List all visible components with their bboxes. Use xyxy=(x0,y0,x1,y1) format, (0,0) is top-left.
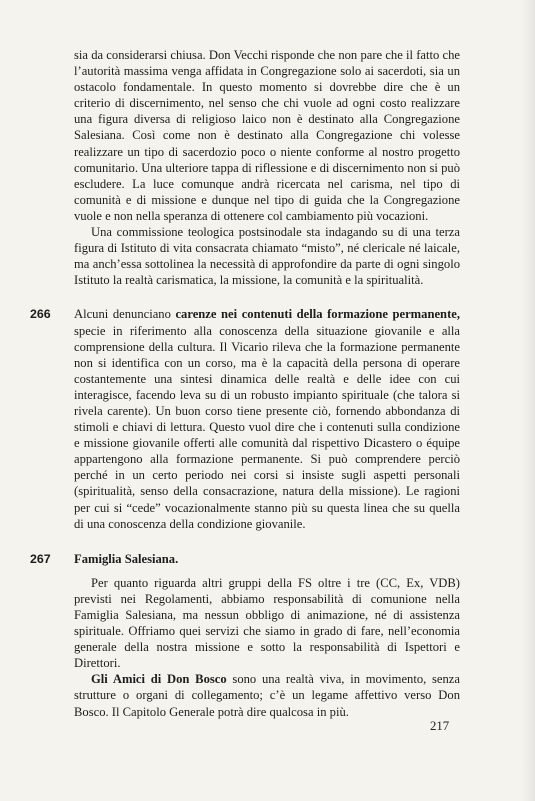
section-266-bold-phrase: carenze nei contenuti della formazione permanente, xyxy=(175,307,460,322)
paragraph-number: 266 xyxy=(30,307,51,322)
commission-paragraph: Una commissione teologica postsinodale sta indagando su di una terza figura di Istituto di vita consacrata chiamato “misto”, né clericale né laicale, ma anch’essa sottolinea la necessità di approfondire da parte di ogni singolo Istituto la realtà carismatica, la missione, la comunità e la spiritualità. xyxy=(74,225,460,288)
continuation-paragraph: sia da considerarsi chiusa. Don Vecchi risponde che non pare che il fatto che l’autorità massima venga affidata in Congregazione solo ai sacerdoti, sia un ostacolo fondamentale. In questo momento si dovrebbe dire che è un criterio di discernimento, nel senso che chi vuole ad ogni costo realizzare una figura diversa di religioso laico non è destinato alla Congregazione Salesiana. Così come non è destinato alla Congregazione chi volesse realizzare un tipo di sacerdozio poco o niente conforme al nostro progetto comunitario. Una ulteriore tappa di riflessione e di discernimento non si può escludere. La luce comunque andrà ricercata nel carisma, nel tipo di comunità e di missione e dunque nel tipo di guida che la Congregazione vuole e non nella speranza di ottenere col cambiamento più vocazioni. xyxy=(74,48,460,223)
page-number: 217 xyxy=(430,719,450,733)
numbered-section-267 xyxy=(30,551,460,720)
section-266-body: specie in riferimento alla conoscenza della situazione giovanile e alla comprensione della cultura. Il Vicario rileva che la formazione permanente non si identifica con un corso, ma è la capacità della persona di operare costantemente una sintesi dinamica delle realtà e delle idee con cui interagisce, facendo leva su di un robusto impianto spirituale (che talora si rivela carente). Un buon corso tiene presente ciò, fornendo abbondanza di stimoli e chiavi di lettura. Questo vuol dire che i contenuti sulla condizione e missione giovanile offerti alle comunità dal rispettivo Dicastero o équipe appartengono alla formazione permanente. Si può comprendere perciò perché in un certo periodo nei corsi si insiste sugli aspetti personali (spiritualità, senso della consacrazione, natura della missione). Le ragioni per cui si “cede” vocazionalmente stanno più su questa linea che su quella di una conoscenza della condizione giovanile. xyxy=(74,323,460,531)
section-267-paragraph: Per quanto riguarda altri gruppi della FS oltre i tre (CC, Ex, VDB) previsti nei Regolamenti, abbiamo responsabilità di comunione nella Famiglia Salesiana, ma nessun obbligo di animazione, né di assistenza spirituale. Offriamo quei servizi che siamo in grado di fare, nell’economia generale della nostra missione e sotto la responsabilità di Ispettori e Direttori. xyxy=(74,575,460,671)
spacer xyxy=(74,567,460,575)
section-heading: Famiglia Salesiana. xyxy=(74,551,179,566)
spacer xyxy=(74,532,460,551)
section-267-last-paragraph xyxy=(74,671,460,719)
text-column xyxy=(30,47,460,720)
page-edge-shadow xyxy=(521,0,535,801)
paragraph-number: 267 xyxy=(30,551,51,566)
spacer xyxy=(74,288,460,306)
section-266-intro: Alcuni denunciano xyxy=(74,307,176,322)
section-266-text xyxy=(74,306,460,531)
numbered-section-266 xyxy=(30,306,460,531)
section-267-body: sono una realtà viva, in movimento, senza strutture o organi di collegamento; c’è un legame affettivo verso Don Bosco. Il Capitolo Generale potrà dire qualcosa in più. xyxy=(74,672,460,719)
section-267-bold-phrase: Gli Amici di Don Bosco xyxy=(91,672,227,687)
